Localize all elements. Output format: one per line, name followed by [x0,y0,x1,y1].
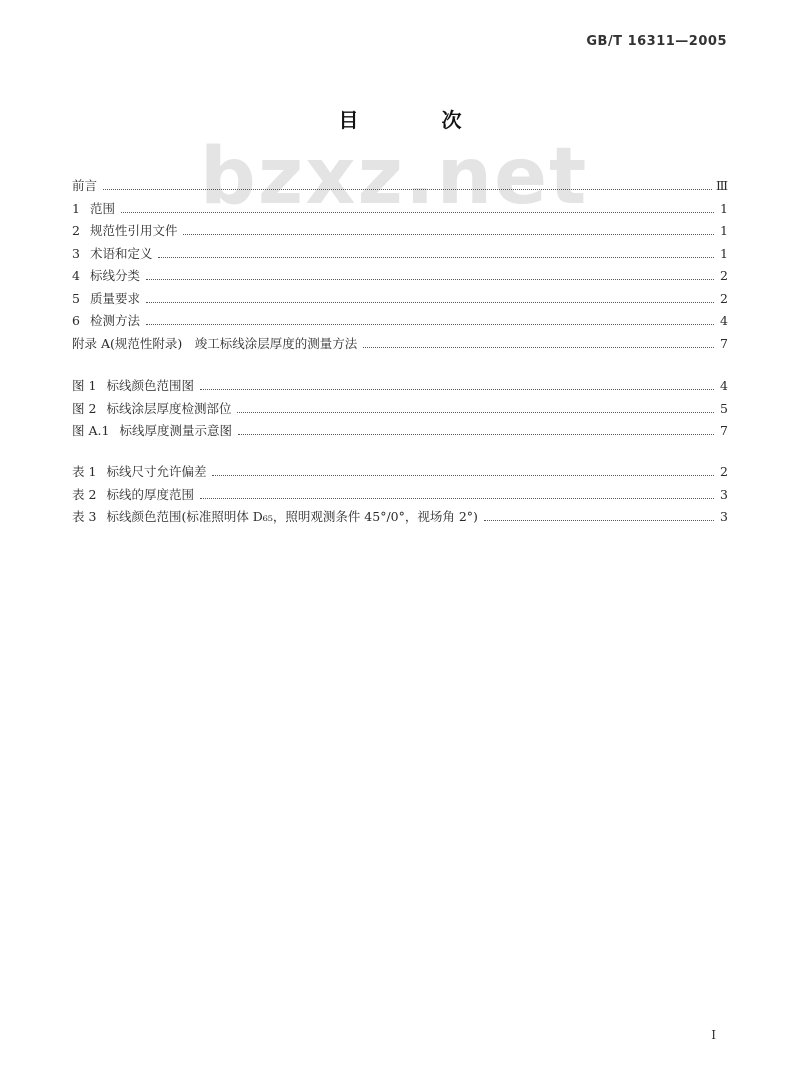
entry-number: 2 [72,223,80,238]
toc-entry-figure-2[interactable] [72,399,728,422]
entry-number: 图 1 [72,378,97,393]
entry-page-number: 2 [720,464,728,479]
toc-entry-test-methods[interactable] [72,311,728,334]
entry-number: 图 2 [72,400,97,416]
entry-page-number: 3 [720,509,728,524]
entry-number: 1 [72,200,80,216]
page-title: 目 次 [338,108,500,132]
entry-number: 3 [72,245,80,261]
toc-tables-section [72,462,728,530]
entry-page-number: 1 [720,245,728,261]
entry-title: 附录 A(规范性附录) 竣工标线涂层厚度的测量方法 [72,335,358,351]
entry-number: 表 2 [72,486,97,502]
entry-page-number: 2 [720,290,728,306]
entry-page-number: 1 [720,223,728,238]
dot-leader [484,520,714,521]
footer-page-number: Ⅰ [711,1028,716,1042]
entry-title: 质量要求 [89,290,140,306]
entry-number: 5 [72,290,80,306]
toc-figures-section [72,376,728,444]
toc-entry-figure-a1[interactable] [72,421,728,444]
entry-page-number: 4 [720,313,728,328]
entry-title: 标线的厚度范围 [106,486,194,502]
toc-entry-terms-definitions[interactable] [72,244,728,267]
entry-page-number: 5 [720,400,728,416]
toc-entry-normative-references[interactable] [72,221,728,244]
dot-leader [146,279,714,280]
toc-main-section [72,176,728,356]
entry-title: 范围 [89,200,115,216]
toc-entry-foreword[interactable] [72,176,728,199]
toc-entry-quality-requirements[interactable] [72,289,728,312]
entry-title: 标线分类 [89,268,140,283]
standard-number: GB/T 16311—2005 [586,34,727,49]
entry-title: 标线尺寸允许偏差 [106,464,207,479]
dot-leader [200,389,714,390]
dot-leader [237,412,714,413]
entry-number: 表 3 [72,509,97,524]
entry-page-number: 3 [720,486,728,502]
toc-entry-figure-1[interactable] [72,376,728,399]
entry-title: 标线厚度测量示意图 [119,423,232,438]
entry-page-number: 2 [720,268,728,283]
dot-leader [363,347,714,348]
dot-leader [121,212,714,213]
entry-page-number: 7 [720,423,728,438]
entry-title: 检测方法 [89,313,140,328]
dot-leader [103,189,712,190]
dot-leader [158,257,714,258]
toc-entry-table-1[interactable] [72,462,728,485]
entry-number: 6 [72,313,80,328]
entry-title: 标线颜色范围(标准照明体 D₆₅，照明观测条件 45°/0°，视场角 2°) [106,509,478,524]
entry-page-number: Ⅲ [715,178,728,193]
toc-entry-scope[interactable] [72,199,728,222]
dot-leader [146,324,714,325]
entry-title: 术语和定义 [89,245,153,261]
entry-title: 标线颜色范围图 [106,378,194,393]
entry-number: 表 1 [72,464,97,479]
dot-leader [212,475,714,476]
watermark: bzxz.net [200,132,589,222]
dot-leader [200,498,714,499]
dot-leader [183,234,714,235]
toc-entry-table-2[interactable] [72,485,728,508]
dot-leader [238,434,714,435]
entry-number: 4 [72,268,80,283]
entry-page-number: 1 [720,200,728,216]
toc-entry-annex-a[interactable] [72,334,728,357]
entry-title: 前言 [72,178,98,193]
toc-entry-classification[interactable] [72,266,728,289]
toc-entry-table-3[interactable] [72,507,728,530]
entry-title: 规范性引用文件 [89,223,178,238]
dot-leader [146,302,714,303]
entry-page-number: 4 [720,378,728,393]
entry-title: 标线涂层厚度检测部位 [106,400,232,416]
entry-number: 图 A.1 [72,423,110,438]
entry-page-number: 7 [720,335,728,351]
